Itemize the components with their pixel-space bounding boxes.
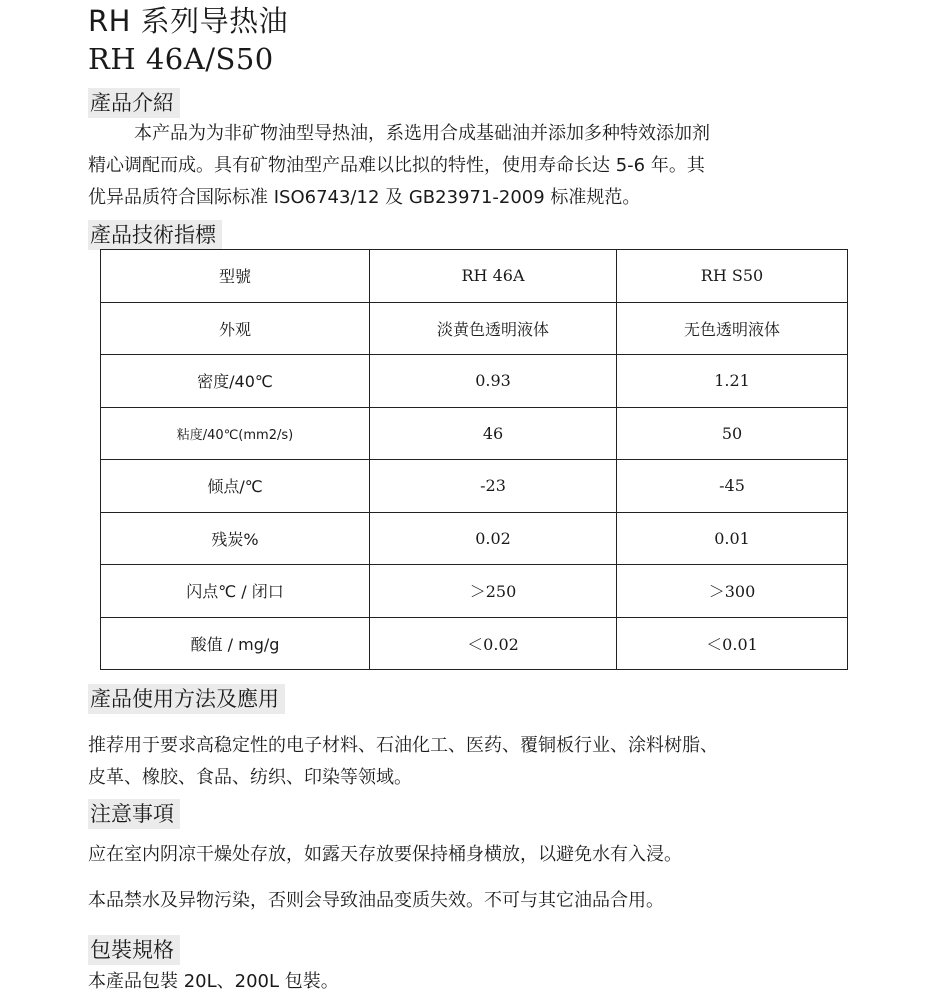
intro-line: 优异品质符合国际标准 ISO6743/12 及 GB23971-2009 标准规范。 (88, 187, 641, 208)
table-header-row (101, 250, 848, 303)
usage-line: 皮革、橡胶、食品、纺织、印染等领域。 (88, 767, 412, 788)
usage-line: 推荐用于要求高稳定性的电子材料、石油化工、医药、覆铜板行业、涂料树脂、 (88, 735, 718, 756)
section-heading-intro: 產品介紹 (88, 88, 180, 118)
document-subtitle: RH 46A/S50 (88, 42, 274, 76)
row-value-rh46a: 0.93 (370, 355, 617, 408)
section-heading-usage: 產品使用方法及應用 (88, 684, 285, 714)
row-label: 残炭% (101, 512, 370, 565)
row-value-rh46a: ＞250 (370, 565, 617, 618)
table-row (101, 355, 848, 408)
row-value-rh46a: 46 (370, 407, 617, 460)
table-row (101, 302, 848, 355)
row-label: 密度/40℃ (101, 355, 370, 408)
row-label: 粘度/40℃(mm2/s) (101, 407, 370, 460)
header-cell-rh46a: RH 46A (370, 250, 617, 303)
table-row (101, 407, 848, 460)
row-value-rh46a: -23 (370, 460, 617, 513)
section-heading-notes: 注意事項 (88, 799, 180, 829)
row-value-rhs50: -45 (617, 460, 848, 513)
row-value-rhs50: 无色透明液体 (617, 302, 848, 355)
table-row (101, 565, 848, 618)
row-value-rh46a: ＜0.02 (370, 617, 617, 670)
section-heading-packaging: 包裝規格 (88, 935, 180, 965)
packaging-text: 本產品包裝 20L、200L 包裝。 (88, 971, 339, 992)
notes-line-1: 应在室内阴凉干燥处存放，如露天存放要保持桶身横放，以避免水有入浸。 (88, 844, 682, 865)
row-label: 倾点/℃ (101, 460, 370, 513)
row-value-rhs50: ＜0.01 (617, 617, 848, 670)
header-cell-rhs50: RH S50 (617, 250, 848, 303)
notes-line-2: 本品禁水及异物污染，否则会导致油品变质失效。不可与其它油品合用。 (88, 890, 664, 911)
intro-paragraph (88, 118, 848, 214)
row-value-rh46a: 淡黄色透明液体 (370, 302, 617, 355)
document-title: RH 系列导热油 (88, 4, 289, 38)
section-heading-specs: 產品技術指標 (88, 220, 222, 250)
row-value-rhs50: ＞300 (617, 565, 848, 618)
table-row (101, 617, 848, 670)
row-value-rh46a: 0.02 (370, 512, 617, 565)
intro-line: 本产品为为非矿物油型导热油，系选用合成基础油并添加多种特效添加剂 (134, 123, 710, 144)
usage-paragraph (88, 730, 848, 794)
row-value-rhs50: 0.01 (617, 512, 848, 565)
row-label: 酸值 / mg/g (101, 617, 370, 670)
table-row (101, 460, 848, 513)
header-cell-model: 型號 (101, 250, 370, 303)
row-value-rhs50: 1.21 (617, 355, 848, 408)
table-row (101, 512, 848, 565)
row-label: 外观 (101, 302, 370, 355)
row-value-rhs50: 50 (617, 407, 848, 460)
spec-table (100, 249, 848, 670)
intro-line: 精心调配而成。具有矿物油型产品难以比拟的特性，使用寿命长达 5-6 年。其 (88, 155, 705, 176)
row-label: 闪点℃ / 闭口 (101, 565, 370, 618)
